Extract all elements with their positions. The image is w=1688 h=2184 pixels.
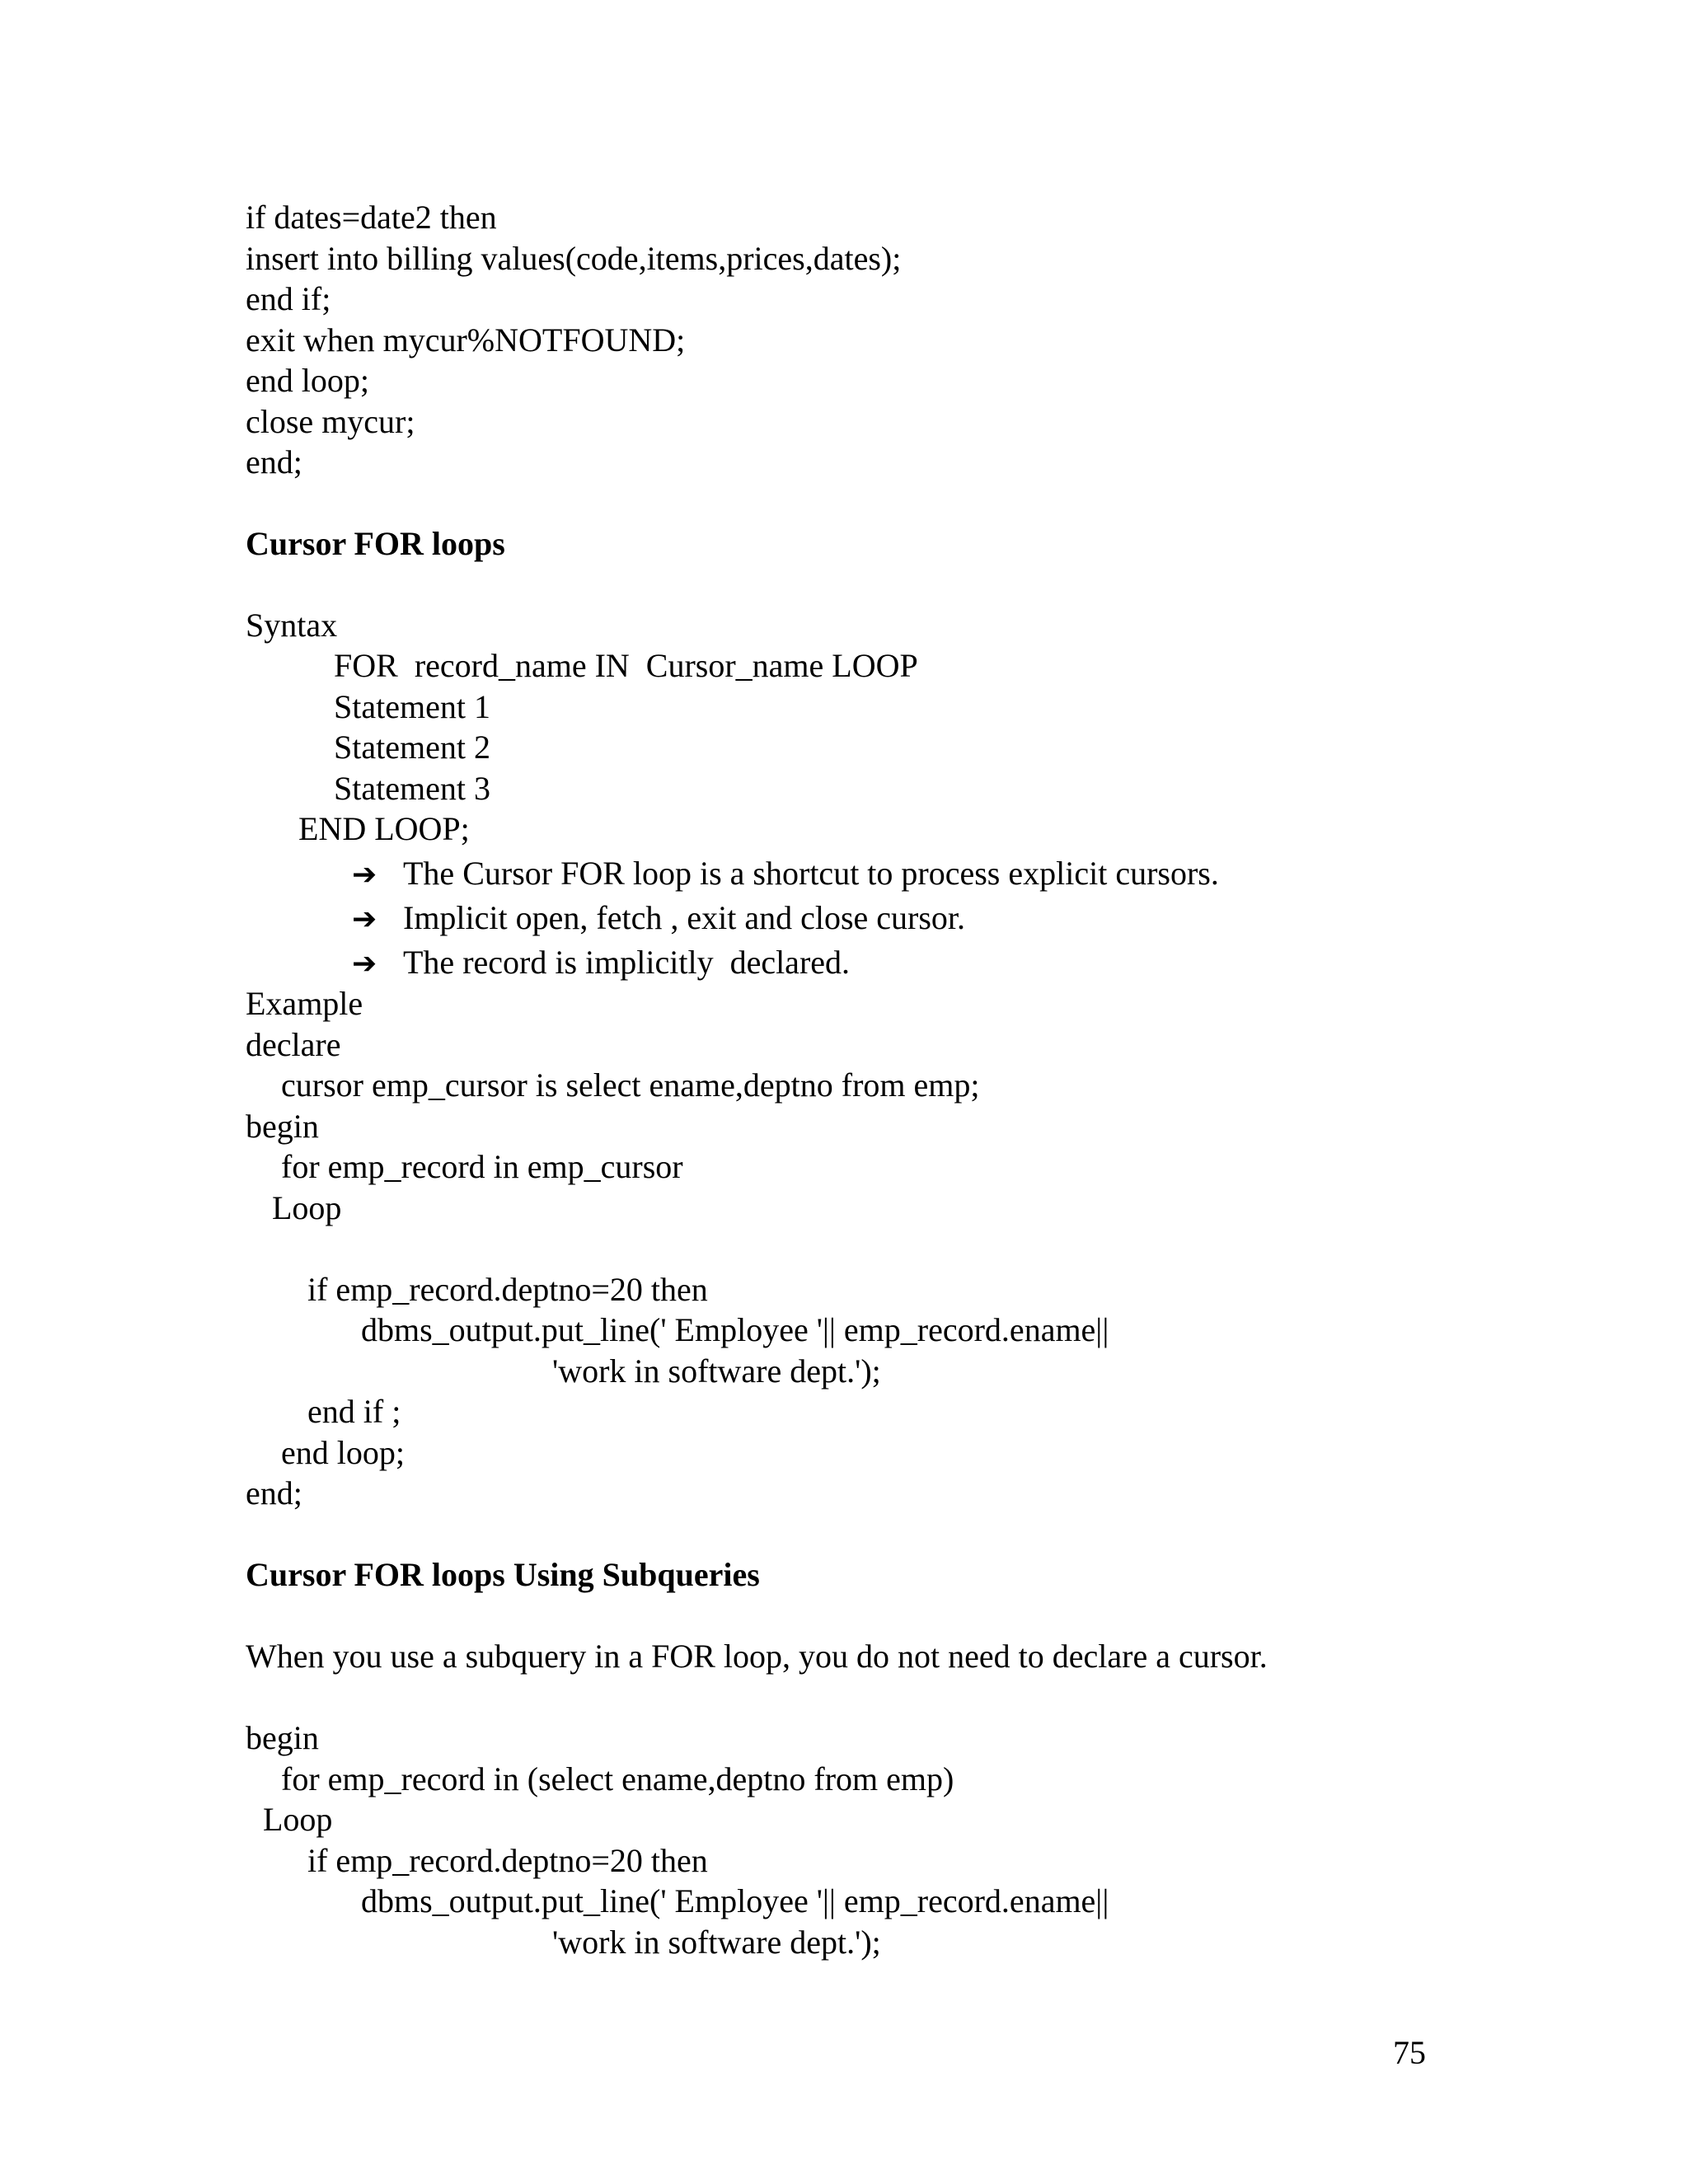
right-arrow-icon: ➔ [352,947,377,981]
section-heading: Cursor FOR loops Using Subqueries [246,1556,760,1593]
code-line: 'work in software dept.'); [552,1924,881,1961]
code-line: 'work in software dept.'); [552,1352,881,1390]
code-line: for emp_record in (select ename,deptno from emp) [281,1760,954,1797]
syntax-line: FOR record_name IN Cursor_name LOOP [334,647,918,684]
syntax-line: Statement 3 [334,770,490,807]
code-line: close mycur; [246,403,415,440]
code-line: end loop; [281,1434,405,1471]
page-number: 75 [1393,2034,1426,2071]
code-line: Loop [272,1189,342,1226]
bullet-item: ➔ The Cursor FOR loop is a shortcut to process explicit cursors. [352,853,1219,894]
code-line: dbms_output.put_line(' Employee '|| emp_record.ename|| [361,1882,1109,1919]
code-line: end if ; [307,1393,401,1430]
section-heading: Cursor FOR loops [246,525,505,562]
code-line: if dates=date2 then [246,199,497,236]
code-line: begin [246,1108,319,1145]
code-line: if emp_record.deptno=20 then [307,1842,708,1879]
code-line: cursor emp_cursor is select ename,deptno from emp; [281,1066,980,1104]
code-line: insert into billing values(code,items,prices,dates); [246,240,902,277]
syntax-line: Statement 1 [334,688,490,725]
code-line: declare [246,1026,341,1063]
syntax-label: Syntax [246,607,338,644]
right-arrow-icon: ➔ [352,858,377,892]
example-label: Example [246,985,363,1022]
code-line: if emp_record.deptno=20 then [307,1271,708,1308]
code-line: for emp_record in emp_cursor [281,1148,683,1185]
bullet-item: ➔ Implicit open, fetch , exit and close cursor. [352,898,965,939]
code-line: Loop [263,1801,333,1838]
code-line: end loop; [246,362,369,399]
paragraph: When you use a subquery in a FOR loop, you do not need to declare a cursor. [246,1638,1268,1675]
syntax-end: END LOOP; [298,810,470,847]
code-line: dbms_output.put_line(' Employee '|| emp_record.ename|| [361,1311,1109,1348]
syntax-line: Statement 2 [334,729,490,766]
code-line: begin [246,1719,319,1756]
code-line: end; [246,1474,302,1511]
right-arrow-icon: ➔ [352,902,377,936]
code-line: end; [246,443,302,480]
code-line: exit when mycur%NOTFOUND; [246,321,686,359]
bullet-item: ➔ The record is implicitly declared. [352,942,850,983]
code-line: end if; [246,280,331,317]
